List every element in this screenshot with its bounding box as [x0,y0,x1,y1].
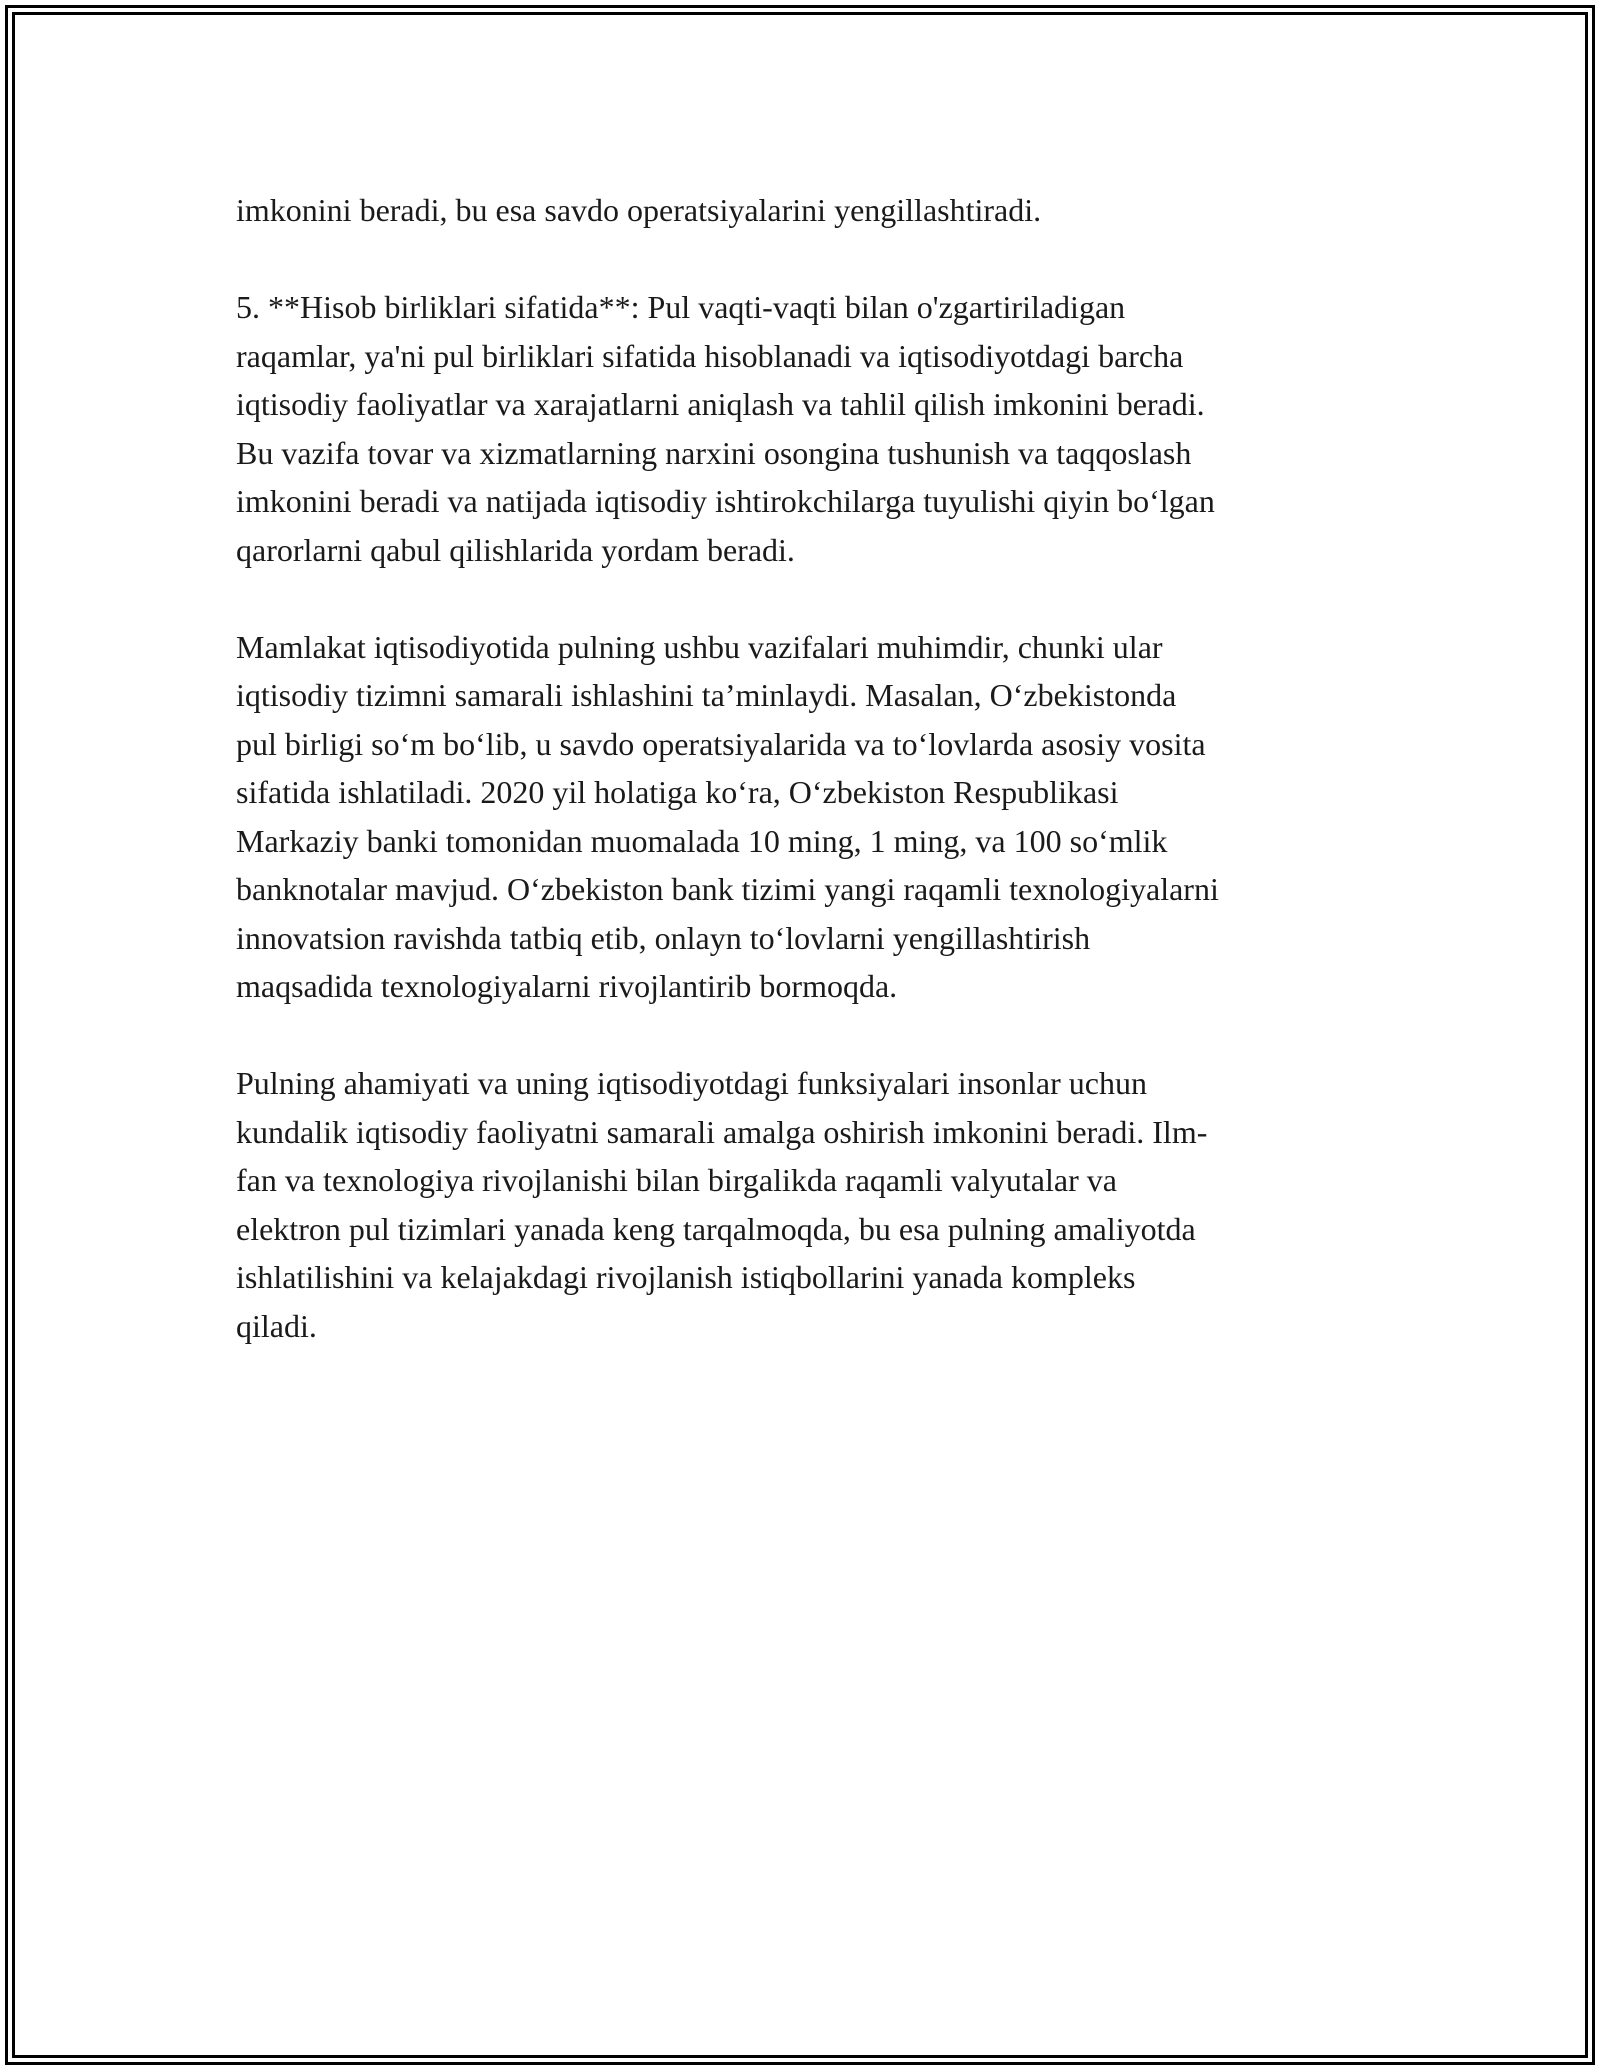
document-body [236,186,1366,1399]
text-line: ishlatilishini va kelajakdagi rivojlanish istiqbollarini yanada kompleks [236,1259,1136,1295]
text-line: raqamlar, ya'ni pul birliklari sifatida hisoblanadi va iqtisodiyotdagi barcha [236,337,1184,374]
paragraph-4 [236,1059,1366,1350]
text-line: banknotalar mavjud. O‘zbekiston bank tizimi yangi raqamli texnologiyalarni [236,871,1219,907]
text-line: maqsadida texnologiyalarni rivojlantirib bormoqda. [236,968,898,1004]
text-line: Mamlakat iqtisodiyotida pulning ushbu vazifalari muhimdir, chunki ular [236,628,1163,665]
text-line: elektron pul tizimlari yanada keng tarqalmoqda, bu esa pulning amaliyotda [236,1210,1196,1247]
text-line: 5. **Hisob birliklari sifatida**: Pul vaqti-vaqti bilan o'zgartiriladigan [236,289,1126,325]
text-line: qiladi. [236,1307,317,1344]
text-line: iqtisodiy tizimni samarali ishlashini ta’minlaydi. Masalan, O‘zbekistonda [236,677,1177,713]
text-line: Pulning ahamiyati va uning iqtisodiyotdagi funksiyalari insonlar uchun [236,1065,1147,1101]
text-line: qarorlarni qabul qilishlarida yordam beradi. [236,531,795,568]
text-line: Markaziy banki tomonidan muomalada 10 ming, 1 ming, va 100 so‘mlik [236,822,1168,859]
text-line: pul birligi so‘m bo‘lib, u savdo operatsiyalarida va to‘lovlarda asosiy vosita [236,725,1206,762]
text-line: imkonini beradi, bu esa savdo operatsiyalarini yengillashtiradi. [236,192,1042,228]
paragraph-1 [236,186,1366,235]
text-line: iqtisodiy faoliyatlar va xarajatlarni aniqlash va tahlil qilish imkonini beradi. [236,386,1205,422]
text-line: Bu vazifa tovar va xizmatlarning narxini osongina tushunish va taqqoslash [236,434,1192,471]
text-line: sifatida ishlatiladi. 2020 yil holatiga ko‘ra, O‘zbekiston Respublikasi [236,774,1119,810]
text-line: innovatsion ravishda tatbiq etib, onlayn to‘lovlarni yengillashtirish [236,919,1091,956]
text-line: kundalik iqtisodiy faoliyatni samarali amalga oshirish imkonini beradi. Ilm- [236,1113,1208,1150]
paragraph-2 [236,283,1366,574]
text-line: fan va texnologiya rivojlanishi bilan birgalikda raqamli valyutalar va [236,1162,1117,1198]
text-line: imkonini beradi va natijada iqtisodiy ishtirokchilarga tuyulishi qiyin bo‘lgan [236,483,1215,519]
paragraph-3 [236,623,1366,1011]
